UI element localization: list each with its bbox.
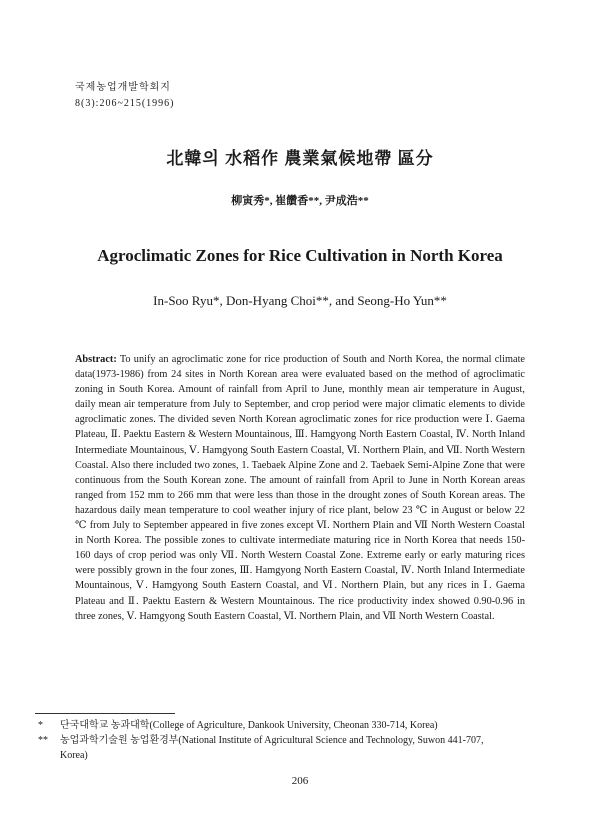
footnote-marker: * — [38, 720, 43, 731]
korean-title: 北韓의 水稻作 農業氣候地帶 區分 — [166, 149, 434, 168]
footnote-affiliation-2 — [38, 733, 513, 763]
english-title: Agroclimatic Zones for Rice Cultivation in North Korea — [97, 246, 503, 265]
footnote-text: 농업과학기술원 농업환경부(National Institute of Agricultural Science and Technology, Suwon 441-707, Korea) — [60, 735, 484, 761]
journal-citation: 8(3):206~215(1996) — [75, 98, 175, 109]
abstract-label: Abstract: — [75, 354, 117, 365]
page-number: 206 — [291, 775, 309, 787]
journal-header — [75, 80, 175, 112]
abstract — [75, 352, 525, 624]
abstract-text: To unify an agroclimatic zone for rice production of South and North Korea, the normal climate data(1973-1986) from 24 sites in North Korean area were evaluated based on the method of agroclimatic zoning in South Korea. Amount of rainfall from April to June, monthly mean air temperature in August, daily mean air temperature from July to September, and crop period were major climatic elements to divide agroclimatic zones. The divided seven North Korean agroclimatic zones for rice production were Ⅰ. Gaema Plateau, Ⅱ. Paektu Eastern & Western Mountainous, Ⅲ. Hamgyong North Eastern Coastal, Ⅳ. North Inland Intermediate Mountainous, Ⅴ. Hamgyong South Eastern Coastal, Ⅵ. Northern Plain, and Ⅶ. North Western Coastal. Also there included two zones, 1. Taebaek Alpine Zone and 2. Taebaek Semi-Alpine Zone that were continuous from the South Korean zone. The amount of rainfall from April to June in North Korean areas ranged from 152 mm to 266 mm that were less than those in the drought zones of South Korean areas. The hazardous daily mean temperature to cool weather injury of rice plant, below 23 ℃ in August or below 22 ℃ from July to September appeared in five zones except Ⅵ. Northern Plain and Ⅶ North Western Coastal in North Korea. The possible zones to cultivate intermediate maturing rice in North Korea that needs 150-160 days of crop period was only Ⅶ. North Western Coastal Zone. Extreme early or early maturing rices were possibly grown in the four zones, Ⅲ. Hamgyong North Eastern Coastal, Ⅳ. North Inland Intermediate Mountainous, Ⅴ. Hamgyong South Eastern Coastal, and Ⅵ. Northern Plain, but any rices in Ⅰ. Gaema Plateau and Ⅱ. Paektu Eastern & Western Mountainous. The rice productivity index showed 0.90-0.96 in three zones, Ⅴ. Hamgyong South Eastern Coastal, Ⅵ. Northern Plain, and Ⅶ North Western Coastal. — [75, 354, 526, 622]
footnote-affiliation-1 — [38, 718, 513, 733]
korean-authors: 柳寅秀*, 崔饡香**, 尹成浩** — [231, 195, 369, 207]
english-authors: In-Soo Ryu*, Don-Hyang Choi**, and Seong-Ho Yun** — [153, 293, 447, 308]
footnote-divider — [35, 713, 175, 714]
footnote-text: 단국대학교 농과대학(College of Agriculture, Dankook University, Cheonan 330-714, Korea) — [60, 720, 438, 731]
footnote-marker: ** — [38, 735, 48, 746]
journal-name: 국제농업개발학회지 — [75, 82, 171, 93]
footnotes — [38, 718, 513, 763]
